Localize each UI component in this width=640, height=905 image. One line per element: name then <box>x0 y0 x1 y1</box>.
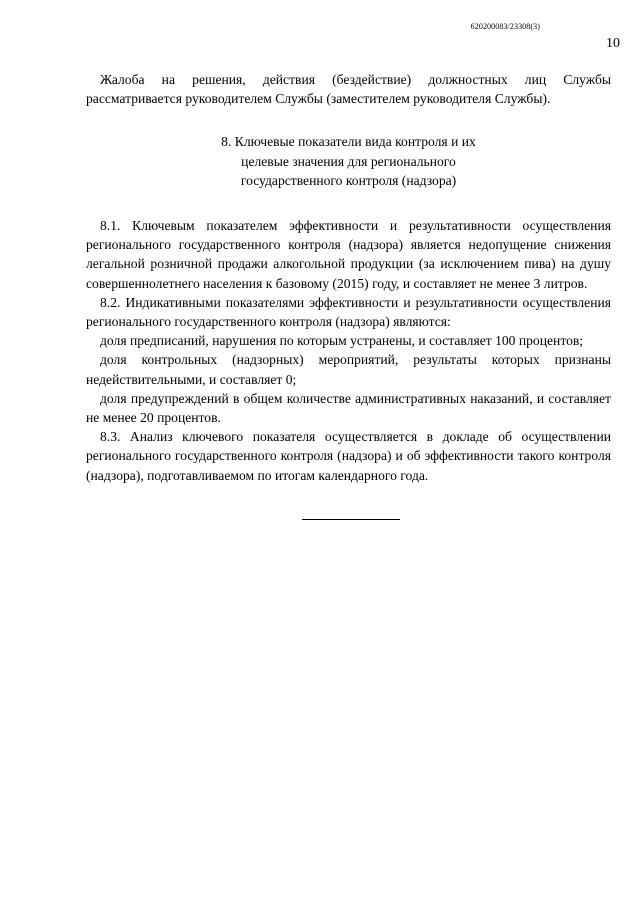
section-heading-line: целевые значения для регионального <box>241 153 456 169</box>
paragraph-8-2: 8.2. Индикативными показателями эффективности и результативности осуществления регионального государственного контроля (надзора) являются: <box>86 294 611 330</box>
paragraph-8-1: 8.1. Ключевым показателем эффективности и результативности осуществления регионального государственного контроля (надзора) является недопущение снижения легальной розничной продажи алкогольной продукции (за исключением пива) на душу совершеннолетнего населения к базовому (2015) году, и составляет не менее 3 литров. <box>86 218 611 291</box>
paragraph-8-3: 8.3. Анализ ключевого показателя осуществляется в докладе об осуществлении регионального государственного контроля (надзора) и об эффективности такого контроля (надзора), подготавливаемом по итогам календарного года. <box>86 429 611 483</box>
indicator-invalid-inspections: доля контрольных (надзорных) мероприятий, результаты которых признаны недействительными, и составляет 0; <box>86 352 611 387</box>
intro-paragraph: Жалоба на решения, действия (бездействие) должностных лиц Службы рассматривается руководителем Службы (заместителем руководителя Службы). <box>86 72 611 107</box>
page-number: 10 <box>606 36 620 51</box>
indicator-warnings: доля предупреждений в общем количестве административных наказаний, и составляет не менее 20 процентов. <box>86 390 611 426</box>
document-id: 620200083/23308(3) <box>470 22 540 31</box>
section-heading <box>86 132 611 190</box>
indicator-prescriptions: доля предписаний, нарушения по которым устранены, и составляет 100 процентов; <box>100 333 584 349</box>
end-separator-line <box>302 519 400 520</box>
section-heading-line: 8. Ключевые показатели вида контроля и их <box>221 134 476 150</box>
section-heading-line: государственного контроля (надзора) <box>240 172 457 188</box>
document-body <box>86 70 611 485</box>
